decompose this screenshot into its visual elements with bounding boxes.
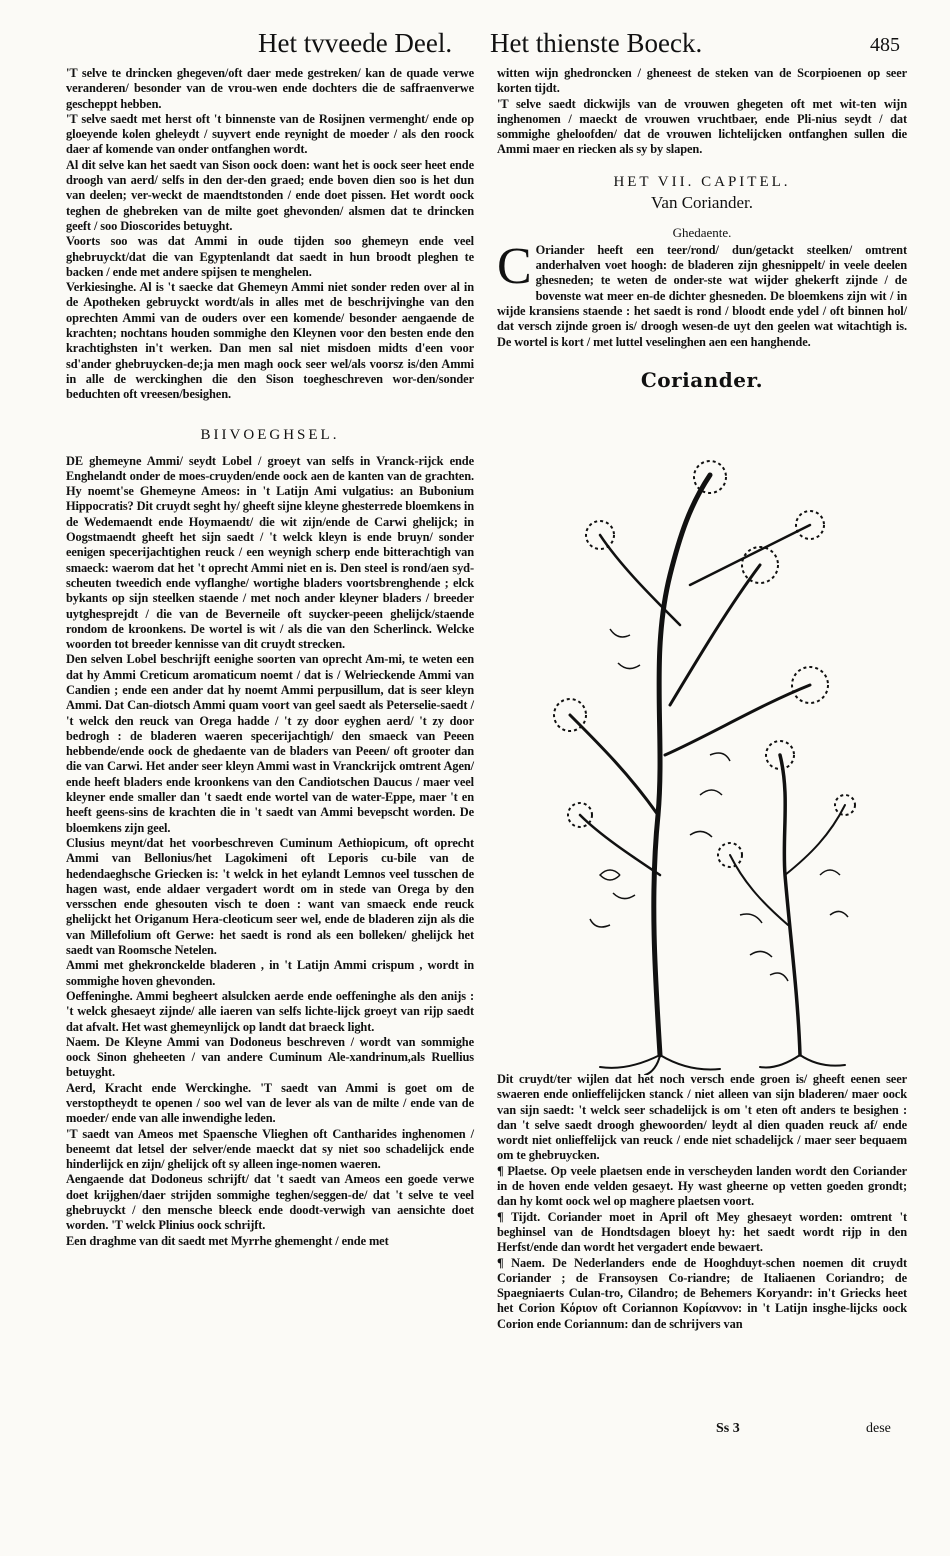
drop-cap: C bbox=[497, 237, 532, 295]
running-head bbox=[0, 28, 950, 68]
right-column bbox=[497, 66, 907, 392]
paragraph: 'T selve te drincken ghegeven/oft daer mede gestreken/ kan de quade verwe veranderen/ besonder van de vrou-wen ende dochters die de saffraenverwe gescheppt hebben. bbox=[66, 66, 474, 111]
paragraph: Al dit selve kan het saedt van Sison oock doen: want het is oock seer heet ende droogh van aerd/ selfs in den der-den graed; ende boven dien soo is het dun van deelen; ver-weckt de maendtstonden / ende doet pissen. Het wordt oock teghen de ghebreken van de milte goet ghevonden/ alsmen dat te drincken geeft / soo Dioscorides betuyght. bbox=[66, 157, 474, 233]
subsection-heading: Ghedaente. bbox=[672, 224, 732, 240]
paragraph: Een draghme van dit saedt met Myrrhe ghemenght / ende met bbox=[66, 1233, 389, 1248]
description-paragraph bbox=[497, 237, 907, 350]
paragraph: Dit cruydt/ter wijlen dat het noch versch ende groen is/ gheeft eenen seer swaeren ende onlieffelijcken stanck / niet alleen van sijn bladeren/ maer oock van sijn saedt: 't welck seer schadelijck is om 't eten oft anders te besighen : dan 't selve saedt droogh ghewoorden/ leydt al dien quaden reuck af/ ende wordt niet onlieffelijck van reuck / ende niet schadelijck / maer seer bequaem om te ghebruycken. bbox=[497, 1072, 907, 1163]
paragraph: Naem. De Kleyne Ammi van Dodoneus beschreven / wordt van sommighe oock Sinon gheheeten / van andere Cuminum Ale-xandrinum,als Ruellius betuyght. bbox=[66, 1034, 474, 1080]
paragraph: ¶ Naem. De Nederlanders ende de Hooghduyt-schen noemen dit cruydt Coriander ; de Fransoysen Co-riandre; de Italiaenen Coriandro; de Spaegniaerts Culan-tro, Cilandro; de Behemers Koryandr: in't Griecks heet het Corion Κόριον oft Coriannon Κορίαννον: in 't Latijn insghe-lijcks oock Corion ende Coriannum: dan de schrijvers van bbox=[497, 1255, 907, 1331]
paragraph: DE ghemeyne Ammi/ seydt Lobel / groeyt van selfs in Vranck-rijck ende Enghelandt onder de moes-cruyden/ende oock aen de kanten van de grachten. Hy noemt'se Ghemeyne Ameos: in 't Latijn Ami vulgatius: an Bubonium Hippocratis? Dit cruydt seght hy/ gheeft sijne kleyne ghesterrede bloemkens in de Wedemaendt ende Hoymaendt/ die wit zijn/ende de Carwi ghelijck; in Oogstmaendt gheeft het sijn saedt / 't welck kleyn is ende bruyn/ sonder eenigen specerijachtighen reuck / een weynigh scherp ende bitterachtigh van smaeck: waerom dat het 't oprecht Ammi niet en is. Den steel is rond/aen syd-scheuten tweedich ende vyflanghe/ wortighe bladers voortsbrenghende ; elck bykants op sijn steelken staende / met noch ander kleyner bladers / breeder uytghesprejdt / die van de Beverneile oft suycker-peeen ghelijck/staende rondom de kroonkens. De wortel is wit / als die van den Scherlinck. Welcke woorden tot breeder kennisse van dit cruydt strecken. bbox=[66, 453, 474, 652]
signature-mark: Ss 3 bbox=[716, 1421, 740, 1436]
paragraph: Aengaende dat Dodoneus schrijft/ dat 't saedt van Ameos een goede verwe doet krijghen/daer strijden sommighe teghen/seggen-de/ dat 't selve te veel ghebruyckt / den mensche bleeck ende doodt-verwigh van aensichte doet worden. 'T welck Plinius oock schrijft. bbox=[66, 1172, 474, 1233]
book-title: Het thienste Boeck. bbox=[490, 28, 703, 58]
page-number: 485 bbox=[870, 34, 900, 56]
paragraph: Aerd, Kracht ende Werckinghe. 'T saedt van Ammi is goet om de verstoptheydt te openen / soo wel van de lever als van de milte / ende van de moeder/ ende van alle inwendighe leden. bbox=[66, 1080, 474, 1126]
part-title: Het tvveede Deel. bbox=[258, 28, 453, 58]
paragraph: 'T selve saedt dickwijls van de vrouwen ghegeten oft met wit-ten wijn inghenomen / maeckt de vrouwen vruchtbaer, ende Pli-nius seydt / dat sommighe gheloofden/ dat de vrouwen lichtelijcken ontfanghen sullen die Ammi maer en riecken als sy by slapen. bbox=[497, 96, 907, 157]
description-text: Oriander heeft een teer/rond/ dun/getackt steelken/ omtrent anderhalven voet hoogh: de bladeren zijn ghesnippelt/ in veele deelen ghesneden; te weten de onder-ste wat wijder ghekerft zijnde / de bovenste wat meer en-de dichter ghesneden. De bloemkens zijn wit / in wijde kransiens staende : het saedt is rond / bloodt ende ydel / oft binnen hol/ dat versch zijnde groen is/ droogh wesen-de uyt den geelen wat witachtigh is. De wortel is kort / met luttel veselinghen aen een hanghende. bbox=[497, 242, 907, 349]
catchword: dese bbox=[866, 1421, 891, 1436]
chapter-heading: HET VII. CAPITEL. bbox=[613, 173, 791, 190]
right-column-lower bbox=[497, 1072, 907, 1332]
paragraph: witten wijn ghedroncken / gheneest de steken van de Scorpioenen op seer korten tijdt. bbox=[497, 66, 907, 96]
section-heading: BIIVOEGHSEL. bbox=[200, 426, 340, 443]
paragraph: ¶ Plaetse. Op veele plaetsen ende in verscheyden landen wordt den Coriander in de hoven ende velden gesaeyt. Hy wast gheerne op vetten goeden grondt; dan hy komt oock wel op maghere plaetsen voort. bbox=[497, 1163, 907, 1209]
paragraph: Den selven Lobel beschrijft eenighe soorten van oprecht Am-mi, te weten een dat hy Ammi Creticum aromaticum noemt / dat is / Welrieckende Ammi van Candien ; ende een ander dat hy noemt Ammi perpusillum, dat is seer kleyn Ammi. Dat Can-diotsch Ammi quam voort van geel saedt als Peterselie-saedt / 't welck den reuck van Orega hadde / 't zy door eyghen aerd/ 't zy door bedrogh : de bladeren waeren specerijachtigh/ den smaeck van Peeen hebbende/ende oock de ghedaente van de bladers van Peeen/ oft grooter dan die van Carwi. Het ander seer kleyn Ammi wast in Vranckrijck omtrent Agen/ ende heeft bladers ende kroonkens van den Candiotschen Daucus / maer veel kleyner ende smaller dan 't saedt ende wortel van de water-Eppe, maer 't en heeft geens-sins de krachten die in 't saedt van Ammi bevepscht worden. De bloemkens zijn geel. bbox=[66, 652, 474, 835]
paragraph: ¶ Tijdt. Coriander moet in April oft Mey ghesaeyt worden: omtrent 't beghinsel van de Hondtsdagen bloeyt hy: het saedt wordt rijp in den Herfst/ende dan wordt het vergadert ende bewaert. bbox=[497, 1209, 907, 1255]
paragraph: Voorts soo was dat Ammi in oude tijden soo ghemeyn ende veel ghebruyckt/dat die van Egyptenlandt dat saedt in hun broodt pleghen te backen / ende met andere spijsen te menghelen. bbox=[66, 234, 474, 279]
coriander-woodcut-illustration bbox=[540, 455, 870, 1075]
paragraph: Clusius meynt/dat het voorbeschreven Cuminum Aethiopicum, oft oprecht Ammi van Bellonius/het Lagokimeni oft Leporis cu-bile van de hedendaeghsche Griecken is: 't welck in het eylandt Lemnos veel tusschen de hagen wast, ende aldaer vergadert wordt om in stede van Orega by den versschen ende ghesouten visch te doen : want van smaeck ende reuck ghelijckt het Origanum Hera-cleoticum seer wel, ende de bladeren zijn als die van Millefolium oft Gerwe: het saedt is rond als een bolleken/ ghelijck het saedt van Roomsche Netelen. bbox=[66, 835, 474, 958]
left-column bbox=[66, 66, 474, 1249]
chapter-subject: Van Coriander. bbox=[651, 192, 753, 212]
paragraph: Ammi met ghekronckelde bladeren , in 't Latijn Ammi crispum , wordt in sommighe hoven ghevonden. bbox=[66, 958, 474, 988]
paragraph: Verkiesinghe. Al is 't saecke dat Ghemeyn Ammi niet sonder reden over al in de Apotheken gebruyckt wordt/als in alles met de beschrijvinghe van den oprechten Ammi van de ouders over een komende/ besonder aengaende de krachten; nochtans houden sommighe den Kleynen voor den besten ende den krachtighsten in't werken. Dan men sal niet misdoen midts d'een voor sd'ander ghebruycken-de;ja men magh oock seer wel/als voorsz is/den Ammi in alle de werckinghen die den Sison toegheschreven wor-den/sonder beduchten oft vreesen/besighen. bbox=[66, 280, 474, 402]
paragraph: 'T selve saedt met herst oft 't binnenste van de Rosijnen vermenght/ ende op gloeyende kolen gheleydt / suyvert ende reynight de moeder / als den roock daer af komende van onder ontfanghen wordt. bbox=[66, 111, 474, 157]
paragraph: 'T saedt van Ameos met Spaensche Vlieghen oft Cantharides inghenomen / beneemt dat letsel der selver/ende maeckt dat sy niet soo schadelijck ende hinderlijck en zijn/ ghelijck oft sy alleen inge-nomen waeren. bbox=[66, 1126, 474, 1172]
paragraph: Oeffeninghe. Ammi begheert alsulcken aerde ende oeffeninghe als den anijs : 't welck ghesaeyt zijnde/ alle iaeren van selfs lichte-lijck groeyt van rijp saedt dat afvalt. Het wast ghemeynlijck op landt dat braeck light. bbox=[66, 988, 474, 1034]
figure-title: Coriander. bbox=[640, 367, 764, 392]
